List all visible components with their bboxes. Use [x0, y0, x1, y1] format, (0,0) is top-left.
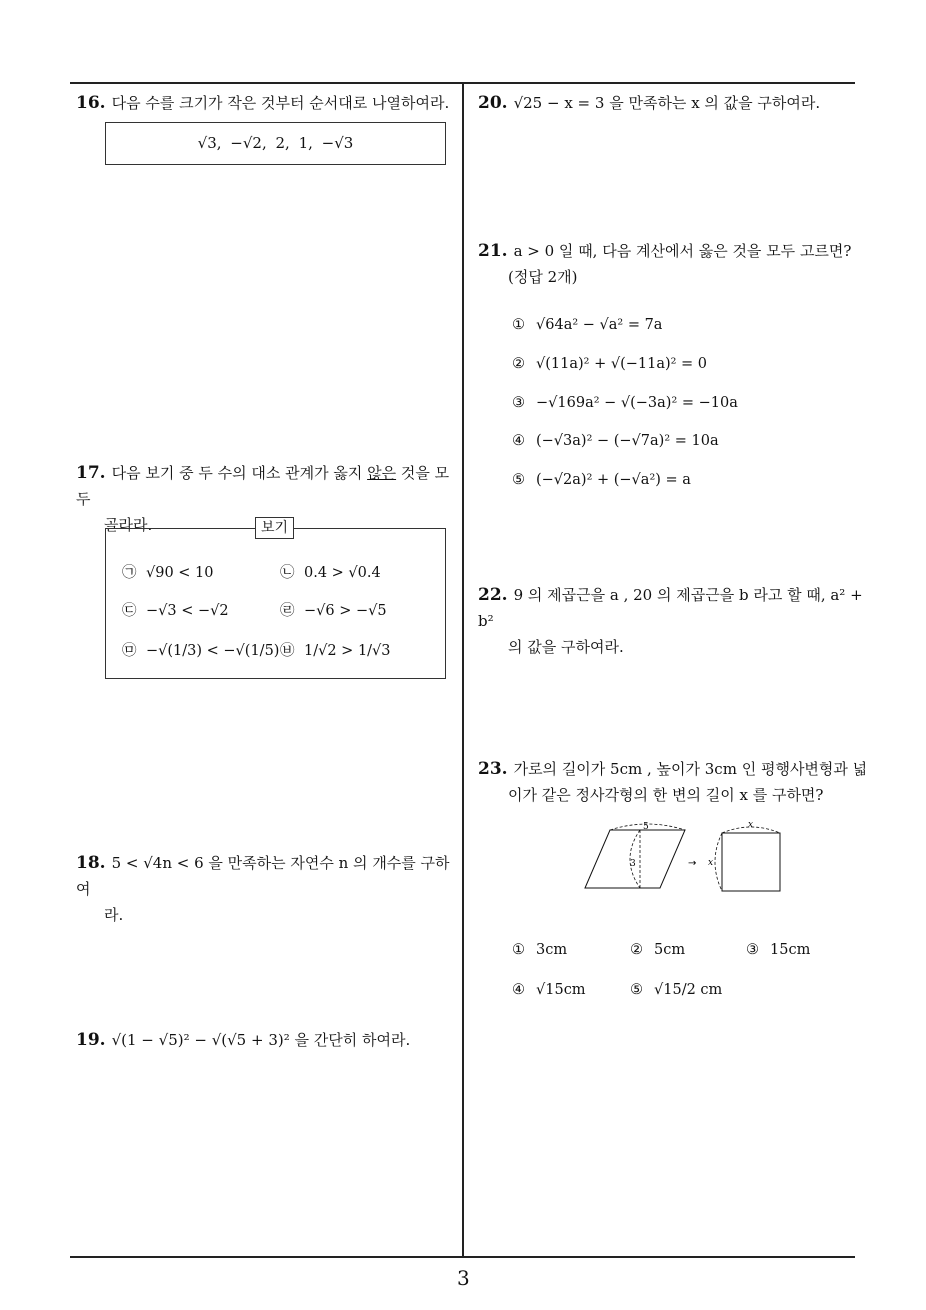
question-18-text-a: 5 < √4n < 6 을 만족하는 자연수 n 의 개수를 구하여 [76, 854, 450, 898]
bogi-mark-2: ㉡ [280, 565, 295, 581]
q21-mark-1: ① [512, 317, 525, 333]
square-side-label: x [708, 858, 714, 868]
q21-mark-5: ⑤ [512, 472, 525, 488]
q21-expr-4: (−√3a)² − (−√7a)² = 10a [536, 433, 719, 449]
bogi-item-3 [122, 599, 229, 620]
bogi-item-2 [280, 561, 381, 582]
q23-option-3[interactable] [746, 942, 810, 958]
q21-option-1[interactable] [512, 317, 662, 333]
q23-mark-1: ① [512, 942, 525, 958]
question-18-number: 18. [76, 853, 106, 873]
question-21-text-b: (정답 2개) [508, 268, 578, 286]
question-22-number: 22. [478, 585, 508, 605]
question-17-emphasis: 않은 [367, 464, 397, 482]
bogi-expr-2: 0.4 > √0.4 [304, 565, 381, 581]
question-23-text-a: 가로의 길이가 5cm , 높이가 3cm 인 평행사변형과 넓 [513, 760, 868, 778]
q23-mark-3: ③ [746, 942, 759, 958]
question-22-text-a: 9 의 제곱근을 a , 20 의 제곱근을 b 라고 할 때, a² + b² [478, 586, 863, 630]
figure-arrow: → [688, 858, 697, 869]
question-21 [478, 238, 863, 290]
q23-expr-1: 3cm [536, 942, 568, 958]
bogi-mark-4: ㉣ [280, 603, 295, 619]
question-16-number: 16. [76, 93, 106, 113]
q21-option-4[interactable] [512, 433, 719, 449]
bogi-expr-4: −√6 > −√5 [304, 603, 387, 619]
bogi-mark-3: ㉢ [122, 603, 137, 619]
question-17-number: 17. [76, 463, 106, 483]
question-17-text-d: 골라라. [104, 516, 153, 534]
question-20-number: 20. [478, 93, 508, 113]
question-23-figure [580, 818, 790, 898]
question-16 [76, 90, 456, 116]
question-18 [76, 850, 461, 928]
q21-mark-2: ② [512, 356, 525, 372]
question-20 [478, 90, 858, 116]
question-22-text-b: 의 값을 구하여라. [508, 638, 624, 656]
bogi-mark-5: ㉤ [122, 643, 137, 659]
bottom-rule [70, 1256, 855, 1258]
question-21-text-a: a > 0 일 때, 다음 계산에서 옳은 것을 모두 고르면? [513, 242, 852, 260]
question-19-text: √(1 − √5)² − √(√5 + 3)² 을 간단히 하여라. [111, 1031, 411, 1049]
q21-mark-4: ④ [512, 433, 525, 449]
question-19-number: 19. [76, 1030, 106, 1050]
q23-mark-2: ② [630, 942, 643, 958]
q23-expr-4: √15cm [536, 982, 586, 998]
question-17-text-c: 것을 모두 [76, 464, 450, 508]
q21-option-5[interactable] [512, 472, 691, 488]
q23-option-5[interactable] [630, 982, 722, 998]
question-16-text: 다음 수를 크기가 작은 것부터 순서대로 나열하여라. [111, 94, 450, 112]
q21-expr-2: √(11a)² + √(−11a)² = 0 [536, 356, 708, 372]
question-22 [478, 582, 868, 660]
q23-option-1[interactable] [512, 942, 567, 958]
question-23-text-b: 이가 같은 정사각형의 한 변의 길이 x 를 구하면? [508, 786, 824, 804]
q21-expr-3: −√169a² − √(−3a)² = −10a [536, 395, 738, 411]
q23-expr-2: 5cm [654, 942, 686, 958]
parallelogram-height-label: 3 [630, 859, 636, 869]
q23-expr-3: 15cm [770, 942, 811, 958]
q23-expr-5: √15/2 cm [654, 982, 723, 998]
square-side-arc [715, 833, 722, 891]
bogi-item-6 [280, 639, 391, 660]
bogi-expr-3: −√3 < −√2 [146, 603, 229, 619]
bogi-item-1 [122, 561, 214, 582]
q23-mark-5: ⑤ [630, 982, 643, 998]
page-number: 3 [457, 1266, 470, 1290]
q23-mark-4: ④ [512, 982, 525, 998]
bogi-item-4 [280, 599, 387, 620]
question-23-number: 23. [478, 759, 508, 779]
parallelogram-top-label: 5 [643, 822, 649, 832]
q21-option-2[interactable] [512, 356, 707, 372]
question-18-text-b: 라. [104, 906, 124, 924]
question-16-box [105, 122, 446, 165]
question-17-text-a: 다음 보기 중 두 수의 대소 관계가 옳지 [111, 464, 363, 482]
bogi-mark-1: ㉠ [122, 565, 137, 581]
question-21-number: 21. [478, 241, 508, 261]
square-shape [722, 833, 780, 891]
q23-option-2[interactable] [630, 942, 685, 958]
bogi-expr-5: −√(1/3) < −√(1/5) [146, 643, 280, 659]
question-16-values: √3, −√2, 2, 1, −√3 [197, 134, 354, 152]
q23-option-4[interactable] [512, 982, 586, 998]
bogi-mark-6: ㉥ [280, 643, 295, 659]
q21-mark-3: ③ [512, 395, 525, 411]
bogi-item-5 [122, 639, 279, 660]
q21-option-3[interactable] [512, 395, 738, 411]
column-divider [462, 82, 464, 1257]
question-17-box-label: 보기 [255, 517, 294, 539]
q21-expr-1: √64a² − √a² = 7a [536, 317, 663, 333]
question-20-text: √25 − x = 3 을 만족하는 x 의 값을 구하여라. [513, 94, 821, 112]
question-23 [478, 756, 868, 808]
question-19 [76, 1027, 461, 1053]
square-top-label: x [748, 820, 754, 830]
q21-expr-5: (−√2a)² + (−√a²) = a [536, 472, 691, 488]
bogi-expr-1: √90 < 10 [146, 565, 214, 581]
bogi-expr-6: 1/√2 > 1/√3 [304, 643, 391, 659]
